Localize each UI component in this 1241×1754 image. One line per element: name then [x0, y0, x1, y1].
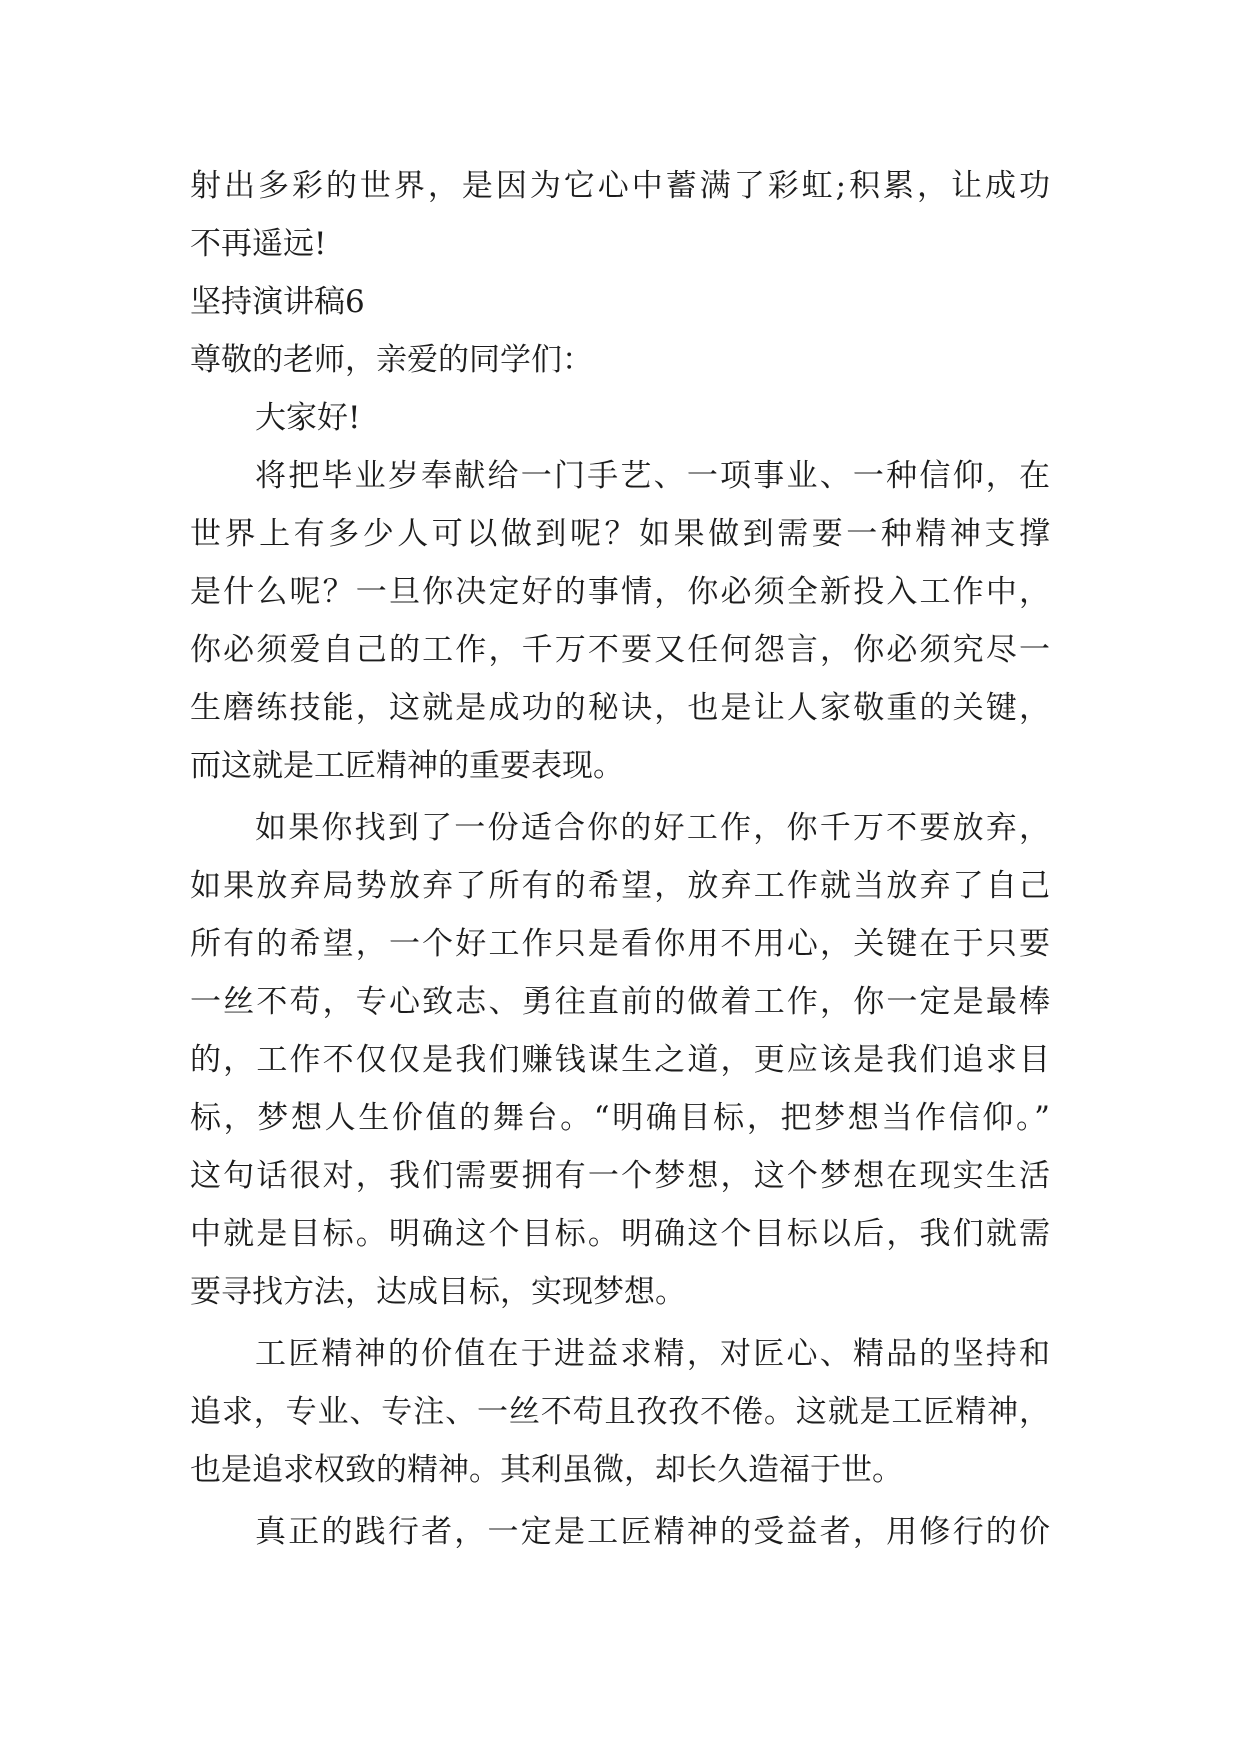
text-line: 要寻找方法，达成目标，实现梦想。 [190, 1274, 686, 1310]
continued-paragraph [190, 157, 1050, 273]
text-line: 生磨练技能，这就是成功的秘诀，也是让人家敬重的关键， [190, 690, 1050, 726]
text-line: 所有的希望，一个好工作只是看你用不用心，关键在于只要 [190, 926, 1050, 962]
text-line: 一丝不苟，专心致志、勇往直前的做着工作，你一定是最棒 [190, 984, 1050, 1020]
text-line: 射出多彩的世界，是因为它心中蓄满了彩虹;积累，让成功 [190, 168, 1050, 204]
text-line: 工匠精神的价值在于进益求精，对匠心、精品的坚持和 [255, 1336, 1050, 1372]
text-line: 中就是目标。明确这个目标。明确这个目标以后，我们就需 [190, 1216, 1050, 1252]
text-line: 如果放弃局势放弃了所有的希望，放弃工作就当放弃了自己 [190, 868, 1050, 904]
paragraph [190, 447, 1050, 795]
salutation: 尊敬的老师，亲爱的同学们： [190, 342, 593, 378]
text-line: 你必须爱自己的工作，千万不要又任何怨言，你必须究尽一 [190, 632, 1050, 668]
text-line: 世界上有多少人可以做到呢？如果做到需要一种精神支撑 [190, 516, 1050, 552]
text-line: 也是追求权致的精神。其利虽微，却长久造福于世。 [190, 1452, 903, 1488]
text-line: 标，梦想人生价值的舞台。“明确目标，把梦想当作信仰。” [190, 1100, 1050, 1136]
text-line: 如果你找到了一份适合你的好工作，你千万不要放弃， [255, 810, 1050, 846]
text-line: 不再遥远! [190, 226, 327, 262]
text-line: 这句话很对，我们需要拥有一个梦想，这个梦想在现实生活 [190, 1158, 1050, 1194]
text-line: 将把毕业岁奉献给一门手艺、一项事业、一种信仰，在 [255, 458, 1050, 494]
text-line: 而这就是工匠精神的重要表现。 [190, 748, 624, 784]
paragraph [190, 799, 1050, 1321]
text-line: 追求，专业、专注、一丝不苟且孜孜不倦。这就是工匠精神， [190, 1394, 1050, 1430]
document-title: 坚持演讲稿6 [190, 284, 365, 320]
text-line: 是什么呢？一旦你决定好的事情，你必须全新投入工作中， [190, 574, 1050, 610]
text-line: 真正的践行者，一定是工匠精神的受益者，用修行的价 [255, 1514, 1050, 1550]
document-body [190, 157, 1050, 1561]
paragraph [190, 1325, 1050, 1499]
text-line: 的，工作不仅仅是我们赚钱谋生之道，更应该是我们追求目 [190, 1042, 1050, 1078]
greeting: 大家好! [255, 400, 361, 436]
paragraph [190, 1503, 1050, 1561]
